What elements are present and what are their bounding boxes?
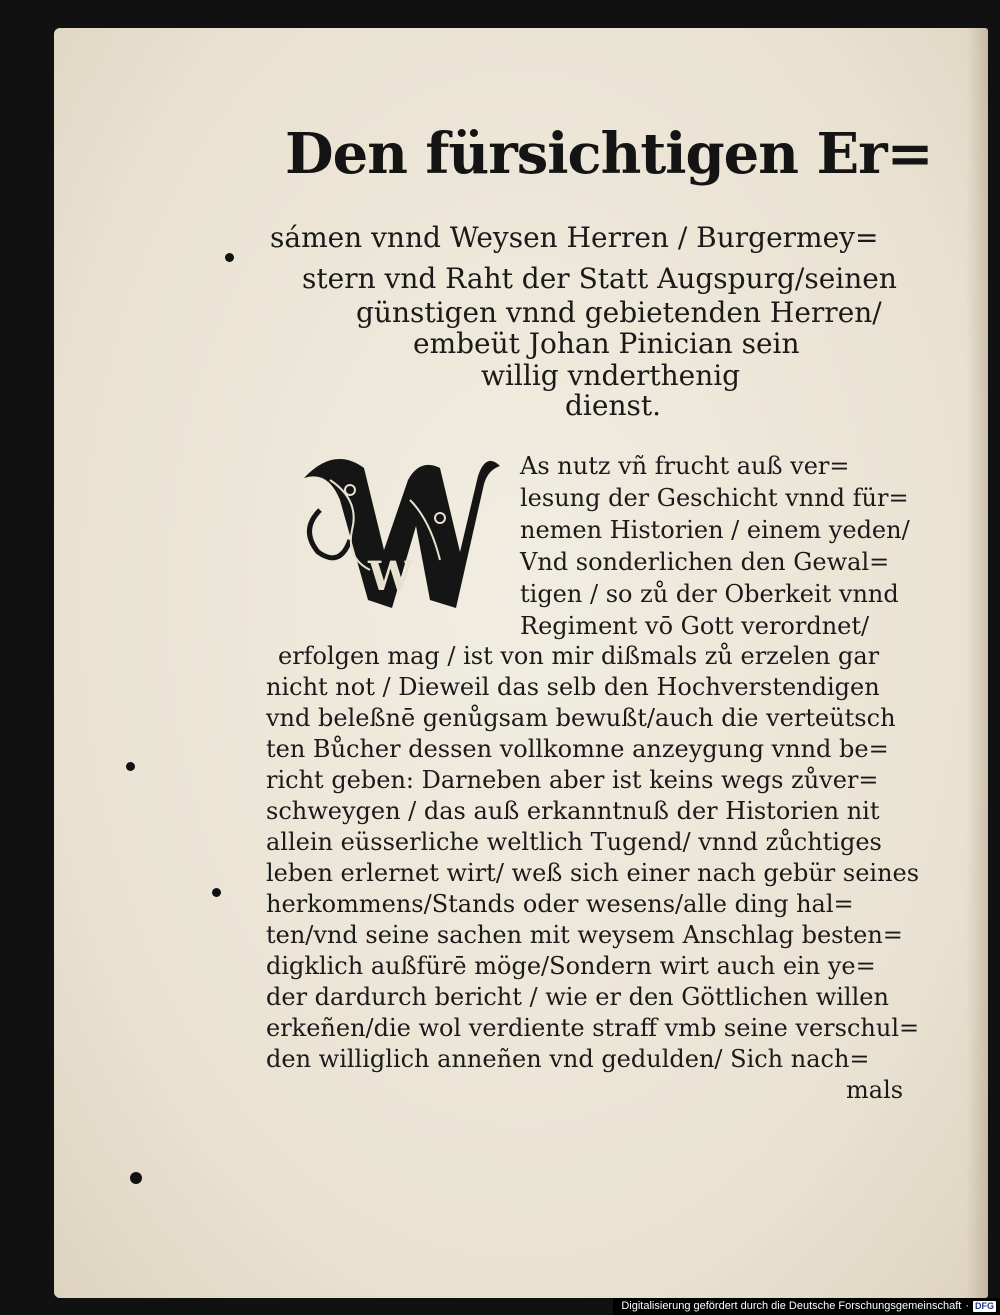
initial-letter: W <box>368 553 413 600</box>
body-line-11: richt geben: Darneben aber ist keins wegs zůver= <box>266 766 879 794</box>
body-line-1: As nutz vñ frucht auß ver= <box>520 452 850 480</box>
funding-footer <box>613 1298 1000 1315</box>
body-line-19: erkeñen/die wol verdiente straff vmb seine verschul= <box>266 1014 920 1042</box>
body-line-3: nemen Historien / einem yeden/ <box>520 516 910 544</box>
body-line-14: leben erlernet wirt/ weß sich einer nach gebür seines <box>266 859 920 887</box>
decorated-initial-w <box>290 440 506 616</box>
footer-separator: · <box>965 1300 969 1312</box>
margin-dot-1 <box>225 253 234 262</box>
body-line-17: digklich außfürē möge/Sondern wirt auch ein ye= <box>266 952 876 980</box>
body-line-2: lesung der Geschicht vnnd für= <box>520 484 909 512</box>
heading-line-3: günstigen vnnd gebietenden Herren/ <box>356 296 882 329</box>
body-line-10: ten Bůcher dessen vollkomne anzeygung vnnd be= <box>266 735 889 763</box>
body-line-6: Regiment vō Gott verordnet/ <box>520 612 870 640</box>
margin-dot-3 <box>212 888 221 897</box>
dfg-logo: DFG <box>975 1301 994 1311</box>
page-edge-shadow <box>966 28 988 1298</box>
body-line-9: vnd beleßnē genůgsam bewußt/auch die verteütsch <box>266 704 896 732</box>
body-line-16: ten/vnd seine sachen mit weysem Anschlag besten= <box>266 921 903 949</box>
heading-line-1: sámen vnnd Weysen Herren / Burgermey= <box>270 221 879 254</box>
body-line-4: Vnd sonderlichen den Gewal= <box>520 548 890 576</box>
margin-dot-4 <box>130 1172 142 1184</box>
heading-line-6: dienst. <box>565 389 662 422</box>
body-line-5: tigen / so zů der Oberkeit vnnd <box>520 580 899 608</box>
body-line-18: der dardurch bericht / wie er den Göttlichen willen <box>266 983 889 1011</box>
heading-line-5: willig vnderthenig <box>481 359 741 392</box>
body-line-8: nicht not / Dieweil das selb den Hochverstendigen <box>266 673 880 701</box>
heading-line-2: stern vnd Raht der Statt Augspurg/seinen <box>302 262 897 295</box>
body-line-12: schweygen / das auß erkanntnuß der Historien nit <box>266 797 880 825</box>
heading-line-4: embeüt Johan Pinician sein <box>413 327 800 360</box>
body-line-15: herkommens/Stands oder wesens/alle ding hal= <box>266 890 854 918</box>
footer-text: Digitalisierung gefördert durch die Deutsche Forschungsgemeinschaft <box>621 1300 962 1312</box>
margin-dot-2 <box>126 762 135 771</box>
body-line-20: den williglich anneñen vnd gedulden/ Sich nach= <box>266 1045 870 1073</box>
body-line-13: allein eüsserliche weltlich Tugend/ vnnd zůchtiges <box>266 828 882 856</box>
page-title: Den fürsichtigen Er= <box>285 121 933 187</box>
body-line-21: mals <box>846 1076 904 1104</box>
body-line-7: erfolgen mag / ist von mir dißmals zů erzelen gar <box>278 642 880 670</box>
